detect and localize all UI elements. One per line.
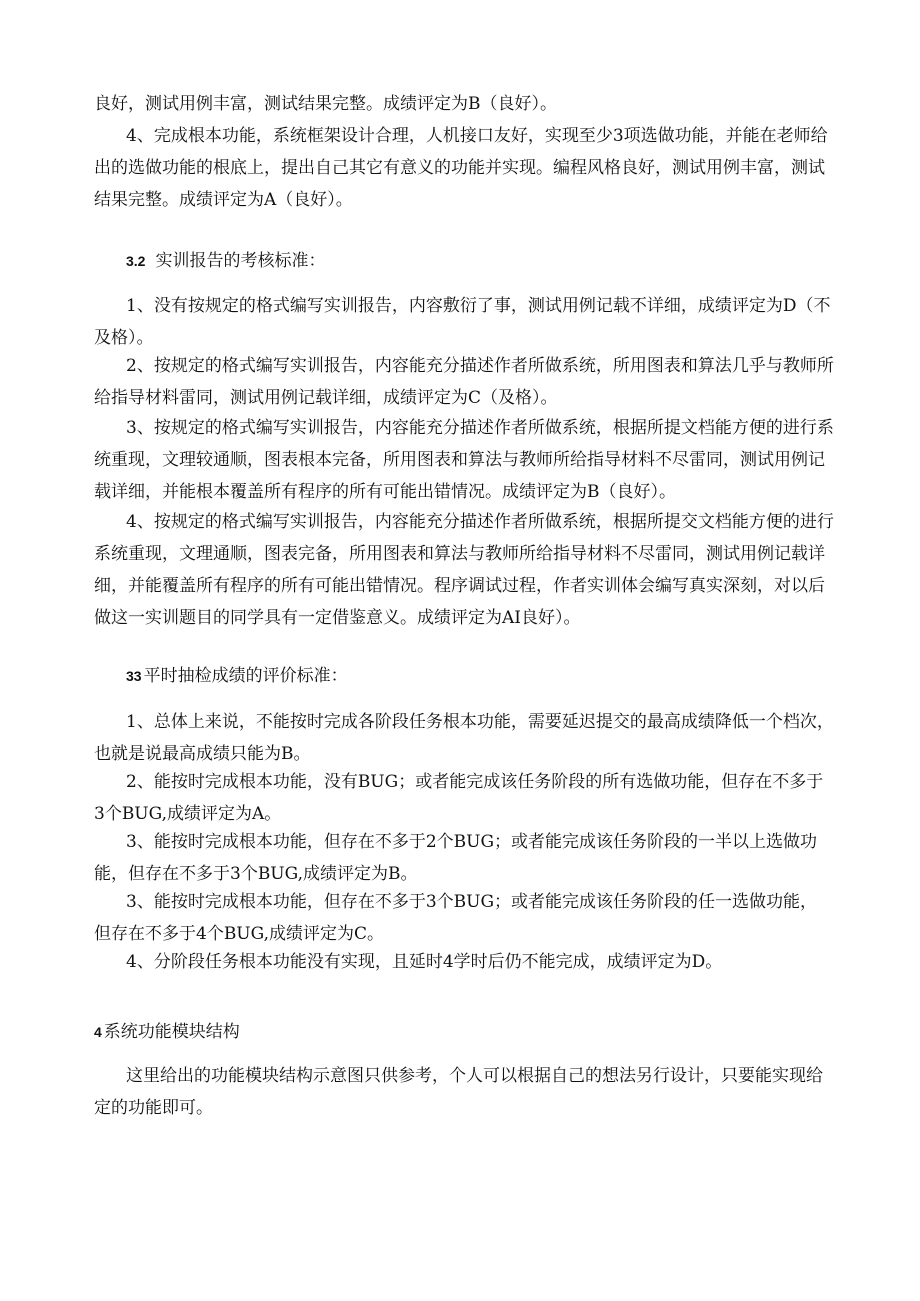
section-4-paragraph: 这里给出的功能模块结构示意图只供参考，个人可以根据自己的想法另行设计，只要能实现给定的功能即可。 [94, 1066, 823, 1118]
list-item: 1、没有按规定的格式编写实训报告，内容敷衍了事，测试用例记载不详细，成绩评定为D（不及格）。 [94, 296, 831, 348]
section-3-2-number: 3.2 [126, 253, 146, 269]
section-4-title: 系统功能模块结构 [103, 1022, 240, 1042]
paragraph-grade-b-continued: 良好，测试用例丰富，测试结果完整。成绩评定为B（良好）。 [94, 94, 557, 114]
section-3-2-title: 实训报告的考核标准： [155, 251, 326, 271]
section-3-3-heading [126, 664, 348, 688]
section-4-number: 4 [94, 1024, 102, 1040]
list-item: 4、分阶段任务根本功能没有实现，且延时4学时后仍不能完成，成绩评定为D。 [126, 952, 723, 972]
list-item: 2、能按时完成根本功能，没有BUG；或者能完成该任务阶段的所有选做功能，但存在不多于3个BUG,成绩评定为A。 [94, 772, 824, 824]
paragraph-grade-a: 4、完成根本功能，系统框架设计合理，人机接口友好，实现至少3项选做功能，并能在老师给出的选做功能的根底上，提出自己其它有意义的功能并实现。编程风格良好，测试用例丰富，测试结果完整。成绩评定为A（良好）。 [94, 126, 828, 210]
list-item: 4、按规定的格式编写实训报告，内容能充分描述作者所做系统，根据所提交文档能方便的进行系统重现，文理通顺，图表完备，所用图表和算法与教师所给指导材料不尽雷同，测试用例记载详细，并能覆盖所有程序的所有可能出错情况。程序调试过程，作者实训体会编写真实深刻，对以后做这一实训题目的同学具有一定借鉴意义。成绩评定为AI良好）。 [94, 512, 834, 628]
list-item: 3、能按时完成根本功能，但存在不多于3个BUG；或者能完成该任务阶段的任一选做功能，但存在不多于4个BUG,成绩评定为C。 [94, 892, 818, 944]
section-3-3-number: 33 [126, 668, 142, 684]
section-3-3-title: 平时抽检成绩的评价标准： [143, 666, 348, 686]
list-item: 3、按规定的格式编写实训报告，内容能充分描述作者所做系统，根据所提文档能方便的进行系统重现，文理较通顺，图表根本完备，所用图表和算法与教师所给指导材料不尽雷同，测试用例记载详细，并能根本覆盖所有程序的所有可能出错情况。成绩评定为B（良好）。 [94, 418, 834, 502]
list-item: 3、能按时完成根本功能，但存在不多于2个BUG；或者能完成该任务阶段的一半以上选做功能，但存在不多于3个BUG,成绩评定为B。 [94, 832, 818, 884]
list-item: 2、按规定的格式编写实训报告，内容能充分描述作者所做系统，所用图表和算法几乎与教师所给指导材料雷同，测试用例记载详细，成绩评定为C（及格）。 [94, 356, 834, 408]
section-4-heading [94, 1020, 240, 1044]
section-3-2-heading [126, 249, 325, 273]
list-item: 1、总体上来说，不能按时完成各阶段任务根本功能，需要延迟提交的最高成绩降低一个档次，也就是说最高成绩只能为B。 [94, 712, 834, 764]
